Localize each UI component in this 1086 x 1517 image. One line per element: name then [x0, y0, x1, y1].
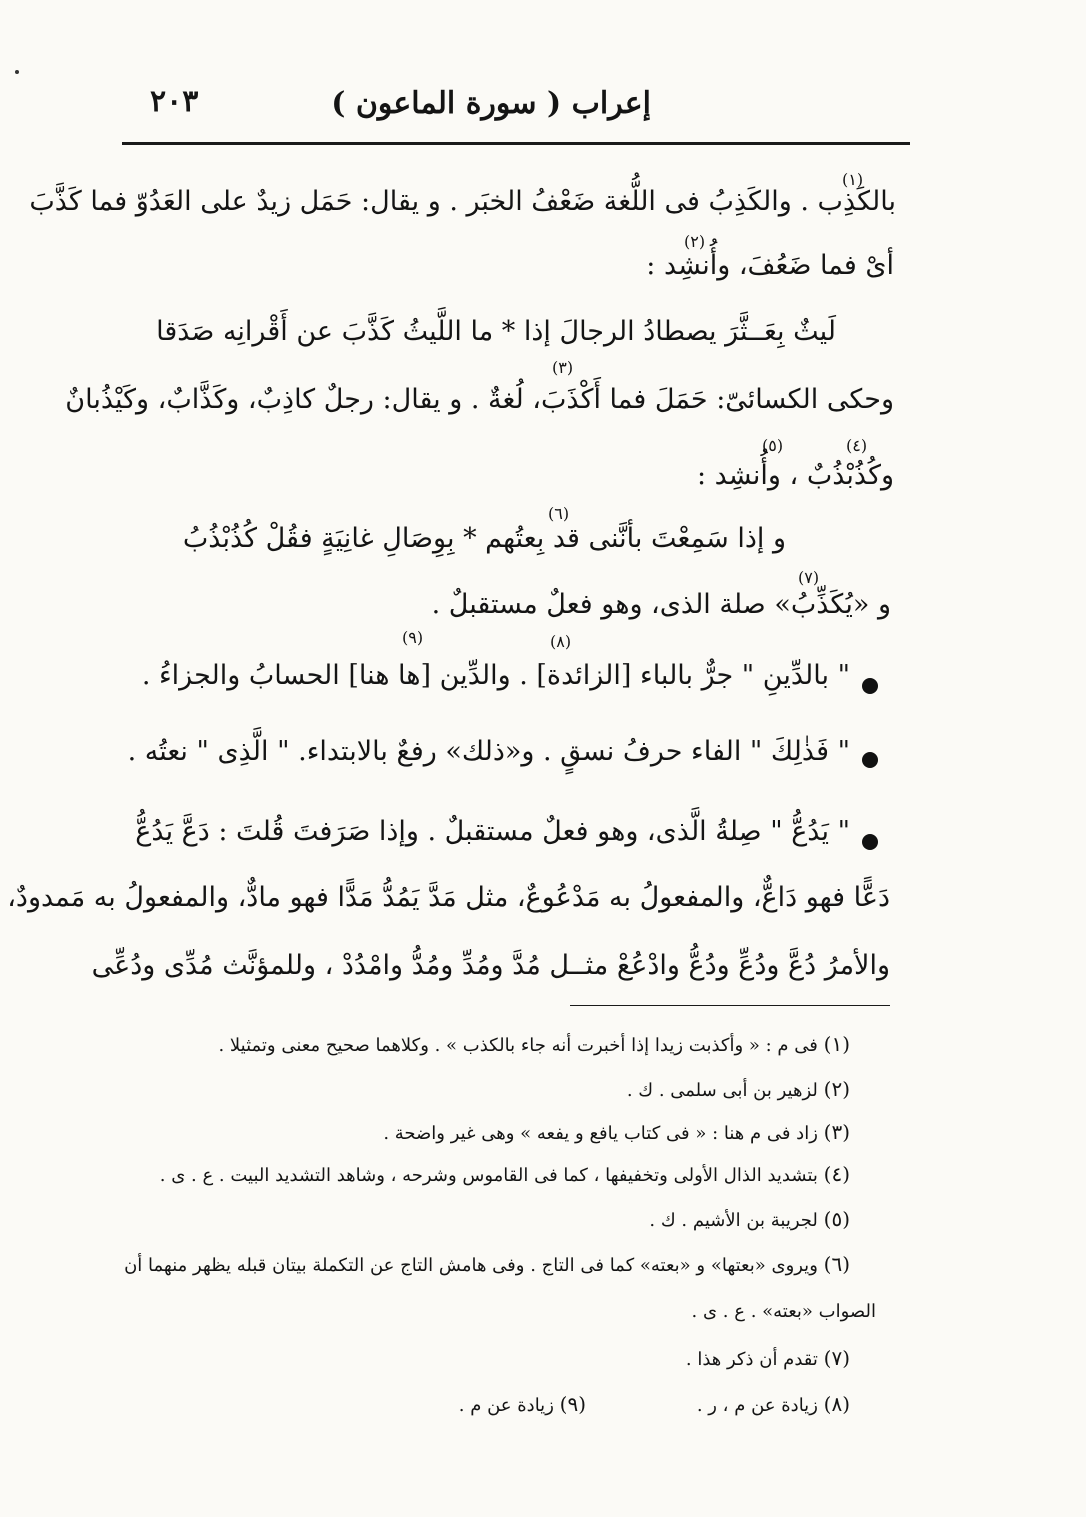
- footnote-number: (٤): [823, 1162, 850, 1186]
- footnote-7: [686, 1346, 850, 1371]
- footnote-2: [627, 1077, 850, 1102]
- footnote-ref-8: (٨): [550, 632, 572, 651]
- bullet-3: [862, 834, 878, 850]
- footnote-text: لزهير بن أبى سلمى . ك .: [626, 1080, 818, 1101]
- footnote-3: [383, 1120, 850, 1145]
- header-rule: [122, 142, 910, 145]
- footnote-4: [160, 1162, 850, 1187]
- footnote-number: (٧): [823, 1346, 850, 1370]
- footnote-1: [218, 1032, 850, 1057]
- footnote-text: لجريبة بن الأشيم . ك .: [649, 1210, 818, 1231]
- footnote-ref-2: (٢): [684, 232, 706, 251]
- footnote-number: (٥): [823, 1207, 850, 1231]
- text-line-1: بالكَذِب . والكَذِبُ فى اللُّغة ضَعْفُ الخبَر . و يقال: حَمَل زيدٌ على العَدُوّ فما كَذَّبَ: [29, 186, 896, 217]
- footnote-text: تقدم أن ذكر هذا .: [685, 1349, 818, 1370]
- text-line-3: وحكى الكسائىّ: حَمَلَ فما أَكْذَبَ، لُغةٌ . و يقال: رجلٌ كاذِبٌ، وكَذَّابٌ، وكَيْذُبانٌ: [65, 384, 894, 415]
- running-title: إعراب ( سورة الماعون ): [331, 86, 651, 121]
- text-line-7: " فَذٰلِكَ " الفاء حرفُ نسقٍ . و«ذلك» رفعٌ بالابتداء. " الَّذِى " نعتُه .: [127, 736, 850, 767]
- footnote-number: (٣): [823, 1120, 850, 1144]
- text-line-9: دَعًّا فهو دَاعٌّ، والمفعولُ به مَدْعُوعٌ، مثل مَدَّ يَمُدُّ مَدًّا فهو مادٌّ، والمفعولُ به مَمدودٌ،: [7, 882, 890, 913]
- footnote-text: زيادة عن م ، ر .: [696, 1395, 818, 1416]
- text-line-6: " بالدِّينِ " جرٌّ بالباء [الزائدة] . والدِّين [ها هنا] الحسابُ والجزاءُ .: [141, 660, 850, 691]
- footnote-text: بتشديد الذال الأولى وتخفيفها ، كما فى القاموس وشرحه ، وشاهد التشديد البيت . ع . ى .: [159, 1165, 818, 1186]
- footnote-rule: [570, 1005, 890, 1006]
- footnote-number: (١): [823, 1032, 850, 1056]
- footnote-ref-7: (٧): [798, 568, 820, 587]
- page-number: ٢٠٣: [150, 84, 199, 119]
- footnote-ref-1: (١): [842, 170, 864, 189]
- footnote-number: (٨): [823, 1392, 850, 1416]
- verse-line-2: و إذا سَمِعْتَ بأنَّنى قد بِعتُهم * بِوِصَالِ غانِيَةٍ فقُلْ كُذُبْذُبُ: [182, 523, 786, 554]
- footnote-text: زيادة عن م .: [458, 1395, 554, 1416]
- footnote-ref-6: (٦): [548, 504, 570, 523]
- footnote-ref-9: (٩): [402, 628, 424, 647]
- footnote-number: (٩): [559, 1392, 586, 1416]
- footnote-ref-4: (٤): [846, 436, 868, 455]
- footnote-number: (٢): [823, 1077, 850, 1101]
- footnote-9: [459, 1392, 586, 1417]
- footnote-6: [124, 1252, 850, 1277]
- footnote-text: ويروى «بعتها» و «بعته» كما فى التاج . وفى هامش التاج عن التكملة بيتان قبله يظهر منهما أن: [124, 1255, 818, 1276]
- verse-line-1: لَيثٌ بِعَــثَّرَ يصطادُ الرجالَ إذا * ما اللَّيثُ كَذَّبَ عن أَقْرانِه صَدَقا: [156, 316, 836, 347]
- text-line-2: أىْ فما ضَعُفَ، وأُنشِد :: [646, 250, 894, 281]
- text-line-5: و «يُكَذِّبُ» صلة الذى، وهو فعلٌ مستقبلٌ .: [431, 589, 891, 620]
- footnote-8: [697, 1392, 850, 1417]
- footnote-ref-3: (٣): [552, 358, 574, 377]
- stray-speck: [15, 70, 19, 74]
- bullet-2: [862, 752, 878, 768]
- footnote-5: [649, 1207, 850, 1232]
- footnote-ref-5: (٥): [762, 436, 784, 455]
- footnote-6-continued: الصواب «بعته» . ع . ى .: [691, 1301, 876, 1322]
- text-line-10: والأمرُ دُعَّ ودُعِّ ودُعُّ وادْعُعْ مثــل مُدَّ ومُدِّ ومُدُّ وامْدُدْ ، وللمؤنَّث مُدِّى ودُعِّى: [91, 950, 890, 981]
- bullet-1: [862, 678, 878, 694]
- footnote-text: زاد فى م هنا : « فى كتاب يافع و يفعه » وهى غير واضحة .: [383, 1123, 818, 1144]
- footnote-text: فى م : « وأكذبت زيدا إذا أخبرت أنه جاء بالكذب » . وكلاهما صحيح معنى وتمثيلا .: [218, 1035, 818, 1056]
- text-line-8: " يَدُعُّ " صِلةُ الَّذى، وهو فعلٌ مستقبلٌ . وإذا صَرَفتَ قُلتَ : دَعَّ يَدُعُّ: [135, 816, 850, 847]
- footnote-number: (٦): [823, 1252, 850, 1276]
- text-line-4: وكُذُبْذُبٌ ، وأُنشِد :: [696, 460, 894, 491]
